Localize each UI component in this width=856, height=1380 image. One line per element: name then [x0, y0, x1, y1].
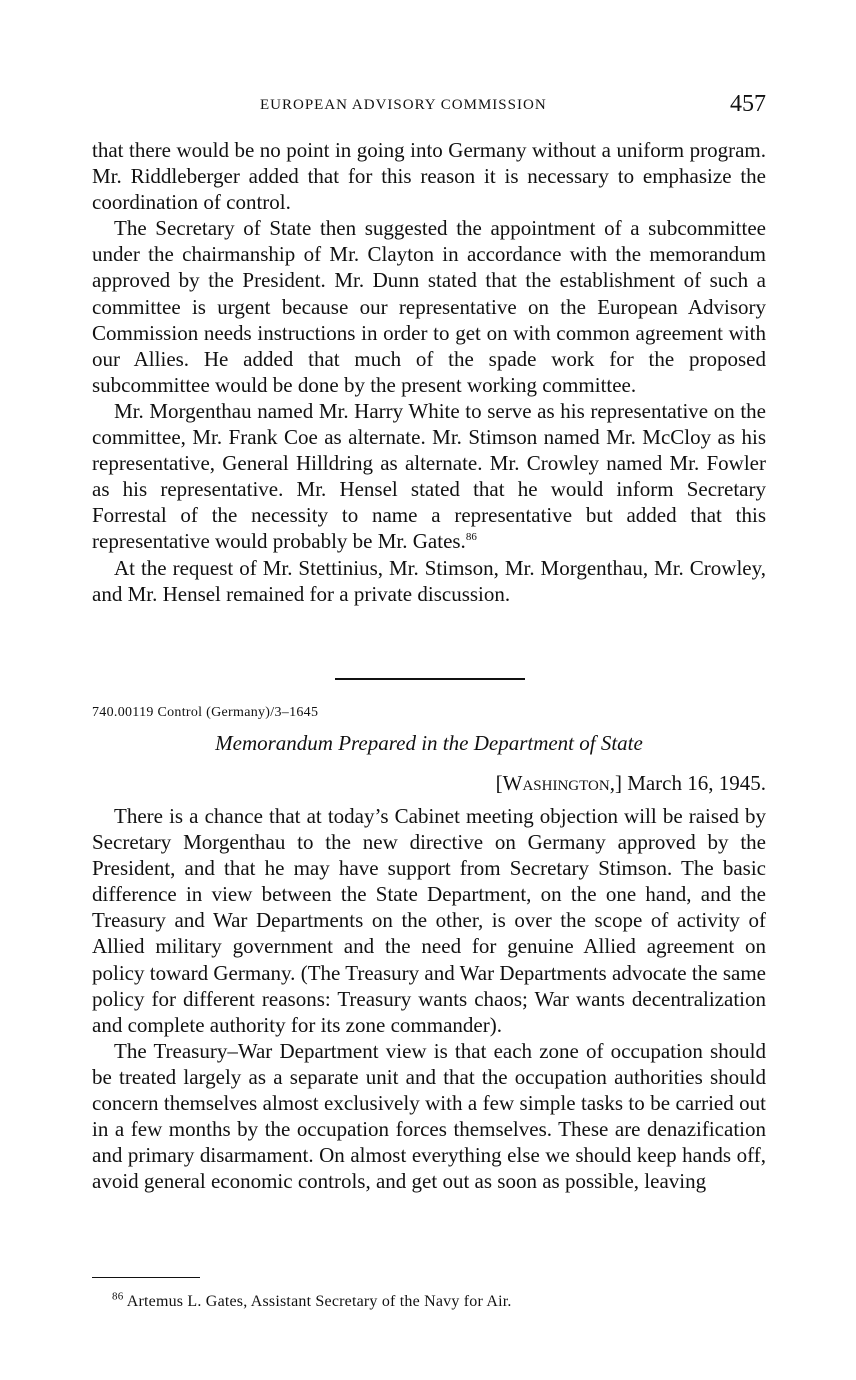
paragraph: that there would be no point in going into Germany without a uniform program. Mr. Riddleberger added that for this reason it is necessary to emphasize the coordination of control.: [92, 138, 766, 215]
paragraph: The Treasury–War Department view is that each zone of occupation should be treated largely as a separate unit and that the occupation authorities should concern themselves almost exclusively with a few simple tasks to be carried out in a few months by the occupation forces themselves. These are denazification and primary disarmament. On almost everything else we should keep hands off, avoid general economic controls, and get out as soon as possible, leaving: [92, 1038, 766, 1194]
page-number: 457: [730, 91, 766, 117]
paragraph: There is a chance that at today’s Cabinet meeting objection will be raised by Secretary Morgenthau to the new directive on Germany approved by the President, and that he may have support from Secretary Stimson. The basic difference in view between the State Department, on the one hand, and the Treasury and War Departments on the other, is over the scope of activity of Allied military government and the need for genuine Allied agreement on policy toward Germany. (The Treasury and War Departments advocate the same policy for different reasons: Treasury wants chaos; War wants decentralization and complete authority for its zone commander).: [92, 804, 766, 1037]
paragraph-text: Mr. Morgenthau named Mr. Harry White to serve as his representative on the committee, Mr. Frank Coe as alternate. Mr. Stimson named Mr. McCloy as his representative, General Hilldring as alternate. Mr. Crowley named Mr. Fowler as his representative. Mr. Hensel stated that he would inform Secretary Forrestal of the necessity to name a representative but added that this representative would probably be Mr. Gates.: [92, 398, 766, 554]
file-number: 740.00119 Control (Germany)/3–1645: [92, 705, 319, 720]
dateline-date: March 16, 1945.: [627, 771, 766, 795]
footnote-text: Artemus L. Gates, Assistant Secretary of the Navy for Air.: [126, 1293, 512, 1310]
dateline-place: [Washington,]: [495, 771, 622, 795]
footnote-number: 86: [112, 1290, 124, 1303]
paragraph: At the request of Mr. Stettinius, Mr. Stimson, Mr. Morgenthau, Mr. Crowley, and Mr. Hensel remained for a private discussion.: [92, 555, 766, 606]
memorandum-body: [92, 803, 766, 1194]
document-title: Memorandum Prepared in the Department of State: [215, 731, 643, 755]
footnote: [112, 1290, 512, 1311]
footnote-reference: 86: [465, 531, 477, 544]
dateline: [496, 771, 766, 796]
paragraph: The Secretary of State then suggested the appointment of a subcommittee under the chairmanship of Mr. Clayton in accordance with the memorandum approved by the President. Mr. Dunn stated that the establishment of such a committee is urgent because our representative on the European Advisory Commission needs instructions in order to get on with common agreement with our Allies. He added that much of the spade work for the proposed subcommittee would be done by the present working committee.: [92, 216, 766, 397]
footnote-divider: [92, 1277, 200, 1278]
running-title: EUROPEAN ADVISORY COMMISSION: [260, 97, 547, 113]
paragraph: [92, 398, 766, 555]
section-divider: [335, 678, 525, 680]
meeting-minutes-continuation: [92, 137, 766, 607]
running-head: [92, 93, 766, 121]
